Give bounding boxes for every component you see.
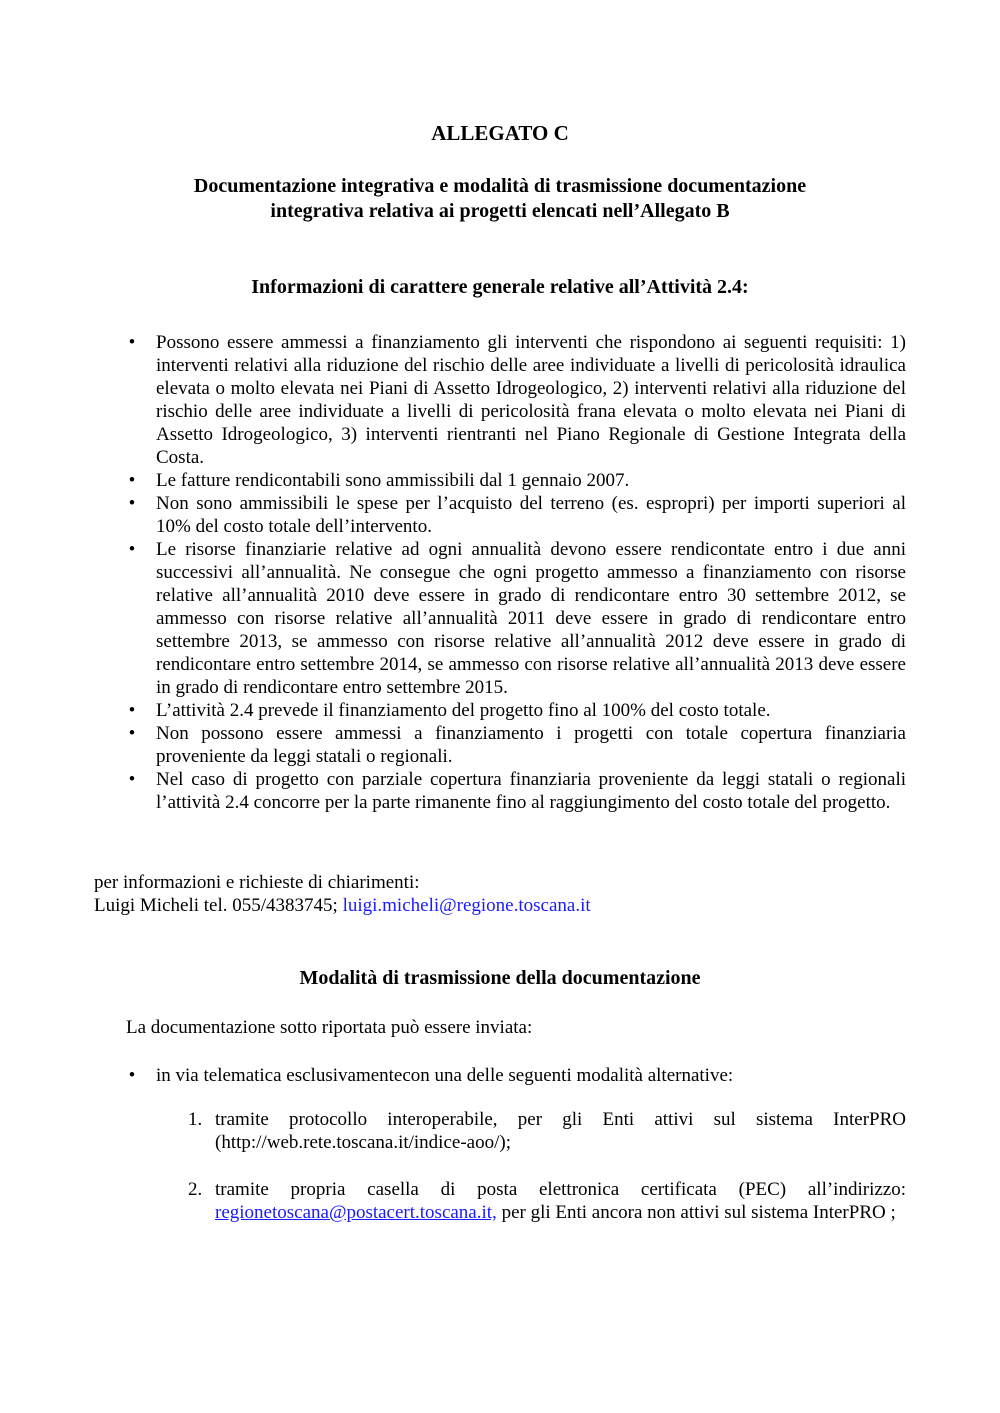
- list-item: [94, 469, 906, 492]
- list-item: [94, 1178, 906, 1224]
- contact-line: [94, 894, 906, 917]
- list-item: [94, 492, 906, 538]
- list-item: [94, 538, 906, 699]
- pec-email-link[interactable]: regionetoscana@postacert.toscana.it,: [215, 1202, 497, 1223]
- list-item-text: Le fatture rendicontabili sono ammissibili dal 1 gennaio 2007.: [156, 470, 630, 491]
- bullet-icon: •: [128, 700, 136, 721]
- bullet-icon: •: [128, 723, 136, 744]
- option-text-after: per gli Enti ancora non attivi sul sistema InterPRO ;: [496, 1202, 896, 1223]
- list-item-text: Possono essere ammessi a finanziamento gli interventi che rispondono ai seguenti requisiti: 1) interventi relativi alla riduzione del rischio delle aree individuate a livelli di pericolosità idraulica elevata o molto elevata nei Piani di Assetto Idrogeologico, 2) interventi relativi alla riduzione del rischio delle aree individuate a livelli di pericolosità frana elevata o molto elevata nei Piani di Assetto Idrogeologico, 3) interventi rientranti nel Piano Regionale di Gestione Integrata della Costa.: [156, 332, 906, 468]
- general-info-list: [94, 331, 906, 814]
- list-item-text: Le risorse finanziarie relative ad ogni annualità devono essere rendicontate entro i due anni successivi all’annualità. Ne consegue che ogni progetto ammesso a finanziamento con risorse relative all’annualità 2010 deve essere in grado di rendicontare entro 30 settembre 2012, se ammesso con risorse relative all’annualità 2011 deve essere in grado di rendicontare entro settembre 2013, se ammesso con risorse relative all’annualità 2012 deve essere in grado di rendicontare entro settembre 2014, se ammesso con risorse relative all’annualità 2013 deve essere in grado di rendicontare entro settembre 2015.: [156, 539, 906, 698]
- list-item: [94, 768, 906, 814]
- transmission-bullet: [94, 1064, 906, 1087]
- transmission-bullet-text: in via telematica esclusivamentecon una delle seguenti modalità alternative:: [156, 1065, 734, 1086]
- option-text-before: tramite propria casella di posta elettronica certificata (PEC) all’indirizzo:: [215, 1179, 906, 1200]
- list-item-text: L’attività 2.4 prevede il finanziamento del progetto fino al 100% del costo totale.: [156, 700, 771, 721]
- option-number: 1.: [188, 1109, 203, 1130]
- bullet-icon: •: [128, 539, 136, 560]
- transmission-intro: La documentazione sotto riportata può essere inviata:: [126, 1017, 533, 1038]
- list-item-text: Nel caso di progetto con parziale copertura finanziaria proveniente da leggi statali o regionali l’attività 2.4 concorre per la parte rimanente fino al raggiungimento del costo totale del progetto.: [156, 769, 906, 813]
- bullet-icon: •: [128, 332, 136, 353]
- document-subtitle: [94, 174, 906, 224]
- contact-email-link[interactable]: luigi.micheli@regione.toscana.it: [342, 895, 591, 916]
- section-transmission-title: Modalità di trasmissione della documentazione: [299, 967, 701, 989]
- option-number: 2.: [188, 1179, 203, 1200]
- list-item: [94, 699, 906, 722]
- document-subtitle-line-2: integrativa relativa ai progetti elencati nell’Allegato B: [270, 200, 730, 222]
- document-title: ALLEGATO C: [431, 121, 569, 145]
- list-item: [94, 722, 906, 768]
- document-subtitle-line-1: Documentazione integrativa e modalità di trasmissione documentazione: [193, 175, 807, 197]
- bullet-icon: •: [128, 493, 136, 514]
- option-text: tramite protocollo interoperabile, per gli Enti attivi sul sistema InterPRO (http://web.rete.toscana.it/indice-aoo/);: [215, 1109, 906, 1153]
- list-item-text: Non sono ammissibili le spese per l’acquisto del terreno (es. espropri) per importi superiori al 10% del costo totale dell’intervento.: [156, 493, 906, 537]
- bullet-icon: •: [128, 470, 136, 491]
- transmission-option-2: [94, 1178, 906, 1224]
- section-general-info-title: Informazioni di carattere generale relative all’Attività 2.4:: [251, 276, 749, 298]
- contact-intro: per informazioni e richieste di chiarimenti:: [94, 872, 420, 893]
- list-item: [94, 331, 906, 469]
- list-item: [94, 1108, 906, 1154]
- bullet-icon: •: [128, 1065, 136, 1086]
- contact-name-phone: Luigi Micheli tel. 055/4383745;: [94, 895, 338, 916]
- bullet-icon: •: [128, 769, 136, 790]
- contact-block: [94, 871, 906, 917]
- list-item-text: Non possono essere ammessi a finanziamento i progetti con totale copertura finanziaria proveniente da leggi statali o regionali.: [156, 723, 906, 767]
- transmission-option-1: [94, 1108, 906, 1154]
